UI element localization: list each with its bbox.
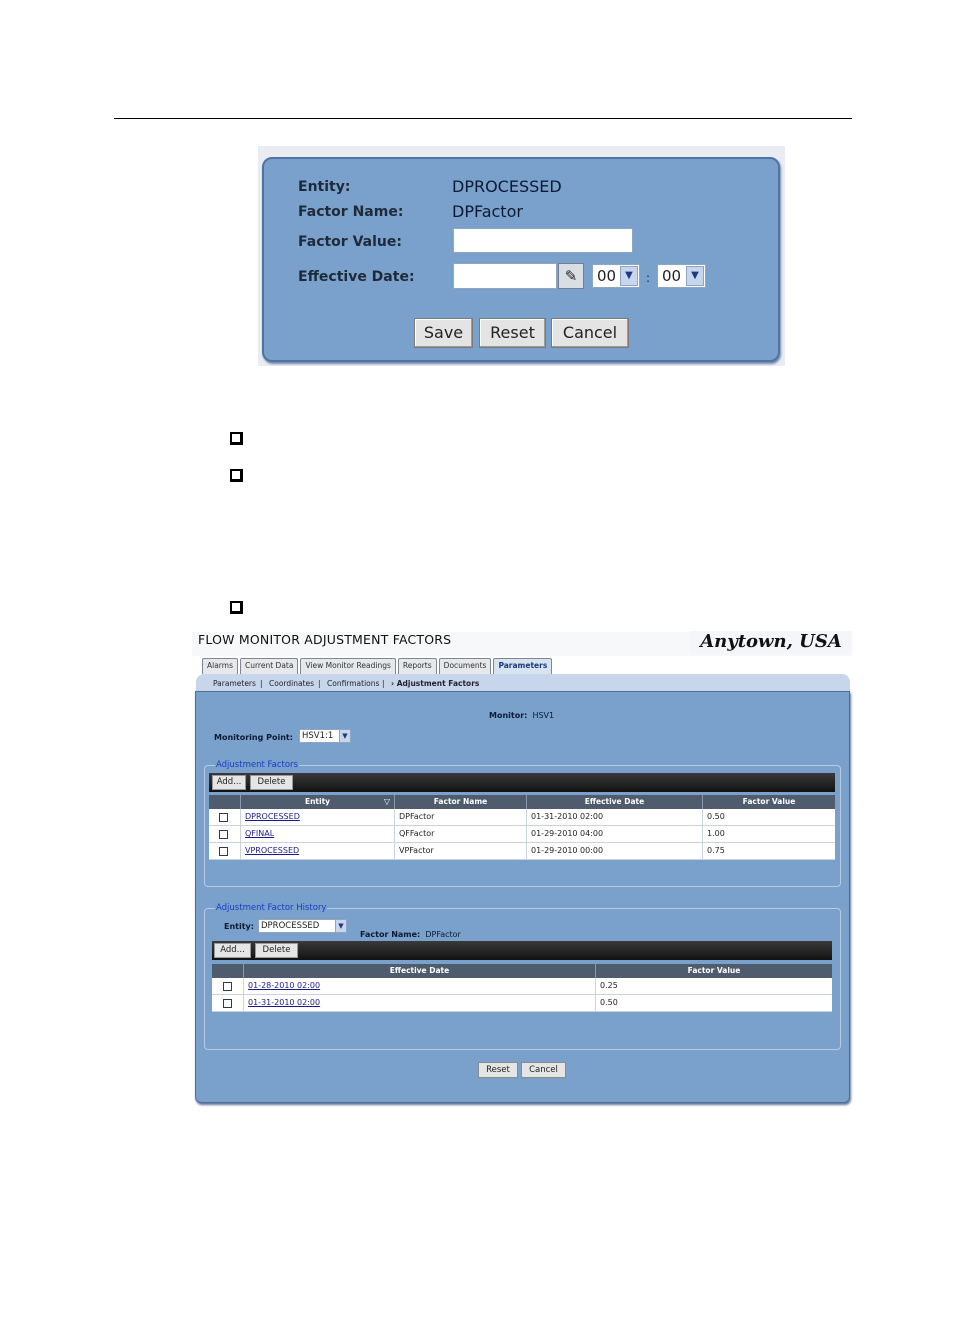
tab-alarms[interactable]: Alarms — [202, 658, 238, 674]
history-toolbar — [212, 941, 832, 960]
factor-value-cell: 1.00 — [707, 829, 725, 838]
history-entity-select[interactable] — [258, 919, 347, 933]
subnav-coordinates[interactable]: Coordinates — [269, 679, 315, 688]
select-column-header — [212, 964, 244, 978]
subnav-separator: | — [260, 679, 263, 688]
effective-date-input[interactable] — [453, 263, 557, 289]
subnav-parameters[interactable]: Parameters — [213, 679, 256, 688]
delete-history-button[interactable]: Delete — [255, 943, 298, 958]
entity-column-header[interactable] — [241, 795, 395, 809]
page-title: FLOW MONITOR ADJUSTMENT FACTORS — [198, 632, 452, 647]
table-row — [209, 809, 835, 826]
entity-link[interactable]: DPROCESSED — [241, 809, 395, 825]
row-checkbox[interactable] — [219, 830, 228, 839]
sub-navigation — [196, 674, 850, 692]
hour-select[interactable] — [592, 264, 640, 288]
tab-parameters[interactable]: Parameters — [493, 658, 552, 674]
monitoring-point-select[interactable] — [299, 729, 351, 743]
table-row — [209, 843, 835, 860]
bullet-checkbox-1 — [230, 432, 243, 445]
table-row — [209, 826, 835, 843]
factor-value-label: Factor Value: — [298, 234, 402, 250]
time-separator: : — [646, 271, 651, 285]
hour-value: 00 — [597, 267, 617, 285]
save-button[interactable]: Save — [414, 318, 473, 348]
adjustment-factor-dialog — [262, 157, 780, 362]
row-checkbox[interactable] — [219, 813, 228, 822]
table-row — [212, 978, 832, 995]
adjustment-factors-legend: Adjustment Factors — [216, 760, 298, 770]
tab-documents[interactable]: Documents — [439, 658, 492, 674]
effective-date-column-header[interactable]: Effective Date — [527, 795, 703, 809]
history-table-header — [212, 964, 832, 978]
add-history-button[interactable]: Add... — [214, 943, 251, 958]
effective-date-cell: 01-29-2010 00:00 — [527, 843, 703, 859]
reset-button[interactable]: Reset — [479, 318, 546, 348]
subnav-confirmations[interactable]: Confirmations — [327, 679, 380, 688]
history-legend: Adjustment Factor History — [216, 903, 327, 913]
history-entity-value: DPROCESSED — [261, 921, 320, 931]
adjustment-factors-table-header — [209, 795, 835, 809]
effective-date-cell: 01-29-2010 04:00 — [527, 826, 703, 842]
select-column-header — [209, 795, 241, 809]
cancel-button[interactable]: Cancel — [551, 318, 629, 348]
tab-reports[interactable]: Reports — [398, 658, 437, 674]
monitor-value: HSV1 — [532, 711, 555, 720]
entity-column-label: Entity — [304, 797, 331, 806]
tab-view-monitor-readings[interactable]: View Monitor Readings — [300, 658, 395, 674]
factor-name-cell: VPFactor — [395, 843, 527, 859]
row-select-cell — [209, 826, 241, 842]
sort-icon[interactable]: ▽ — [383, 797, 390, 806]
subnav-separator: | — [318, 679, 321, 688]
history-factor-name-label: Factor Name: — [360, 930, 421, 939]
history-factor-name — [360, 922, 461, 941]
cancel-button[interactable]: Cancel — [521, 1062, 566, 1078]
factor-value-cell: 0.50 — [707, 812, 725, 821]
history-date-link[interactable]: 01-31-2010 02:00 — [244, 995, 596, 1011]
factor-value-cell: 0.75 — [707, 846, 725, 855]
entity-link[interactable]: QFINAL — [241, 826, 395, 842]
monitor-label: Monitor: — [489, 711, 528, 720]
subnav-adjustment-factors[interactable]: › Adjustment Factors — [391, 679, 480, 688]
reset-button[interactable]: Reset — [478, 1062, 518, 1078]
brand-logo: Anytown, USA — [690, 631, 852, 654]
row-select-cell — [209, 843, 241, 859]
effective-date-label: Effective Date: — [298, 269, 415, 285]
adjustment-factors-panel — [195, 691, 850, 1103]
history-effective-date-column-header[interactable]: Effective Date — [244, 964, 596, 978]
factor-name-value: DPFactor — [452, 202, 523, 221]
history-date-link[interactable]: 01-28-2010 02:00 — [244, 978, 596, 994]
table-row — [212, 995, 832, 1012]
minute-select[interactable] — [657, 264, 706, 288]
row-select-cell — [212, 995, 244, 1011]
chevron-down-icon: ▼ — [339, 730, 350, 742]
entity-label: Entity: — [298, 179, 351, 195]
bullet-checkbox-3 — [230, 601, 243, 614]
factor-name-cell: QFFactor — [395, 826, 527, 842]
history-factor-value-column-header[interactable]: Factor Value — [687, 966, 741, 975]
effective-date-cell: 01-31-2010 02:00 — [527, 809, 703, 825]
history-value-cell: 0.25 — [600, 981, 618, 990]
history-factor-name-value: DPFactor — [425, 930, 461, 939]
entity-value: DPROCESSED — [452, 177, 562, 196]
factor-name-label: Factor Name: — [298, 204, 404, 220]
row-checkbox[interactable] — [223, 982, 232, 991]
row-select-cell — [212, 978, 244, 994]
row-checkbox[interactable] — [219, 847, 228, 856]
delete-factor-button[interactable]: Delete — [250, 775, 293, 790]
factor-name-cell: DPFactor — [395, 809, 527, 825]
entity-link[interactable]: VPROCESSED — [241, 843, 395, 859]
tab-current-data[interactable]: Current Data — [240, 658, 298, 674]
calendar-icon[interactable]: ✎ — [558, 263, 584, 289]
minute-value: 00 — [662, 267, 682, 285]
history-value-cell: 0.50 — [600, 998, 618, 1007]
monitor-heading — [489, 703, 554, 722]
factor-value-column-header[interactable]: Factor Value — [742, 797, 796, 806]
main-tabs — [202, 658, 552, 674]
monitoring-point-value: HSV1:1 — [302, 731, 334, 741]
monitoring-point-label: Monitoring Point: — [214, 733, 293, 742]
add-factor-button[interactable]: Add... — [212, 775, 246, 790]
factor-name-column-header[interactable]: Factor Name — [395, 795, 527, 809]
page-header-rule — [114, 118, 852, 119]
row-checkbox[interactable] — [223, 999, 232, 1008]
subnav-separator: | — [382, 679, 385, 688]
chevron-down-icon: ▼ — [686, 266, 704, 286]
chevron-down-icon: ▼ — [620, 266, 638, 286]
factor-value-input[interactable] — [453, 228, 633, 253]
row-select-cell — [209, 809, 241, 825]
bullet-checkbox-2 — [230, 469, 243, 482]
adjustment-factors-toolbar — [209, 773, 835, 792]
chevron-down-icon: ▼ — [335, 920, 346, 932]
history-entity-label: Entity: — [224, 922, 254, 931]
